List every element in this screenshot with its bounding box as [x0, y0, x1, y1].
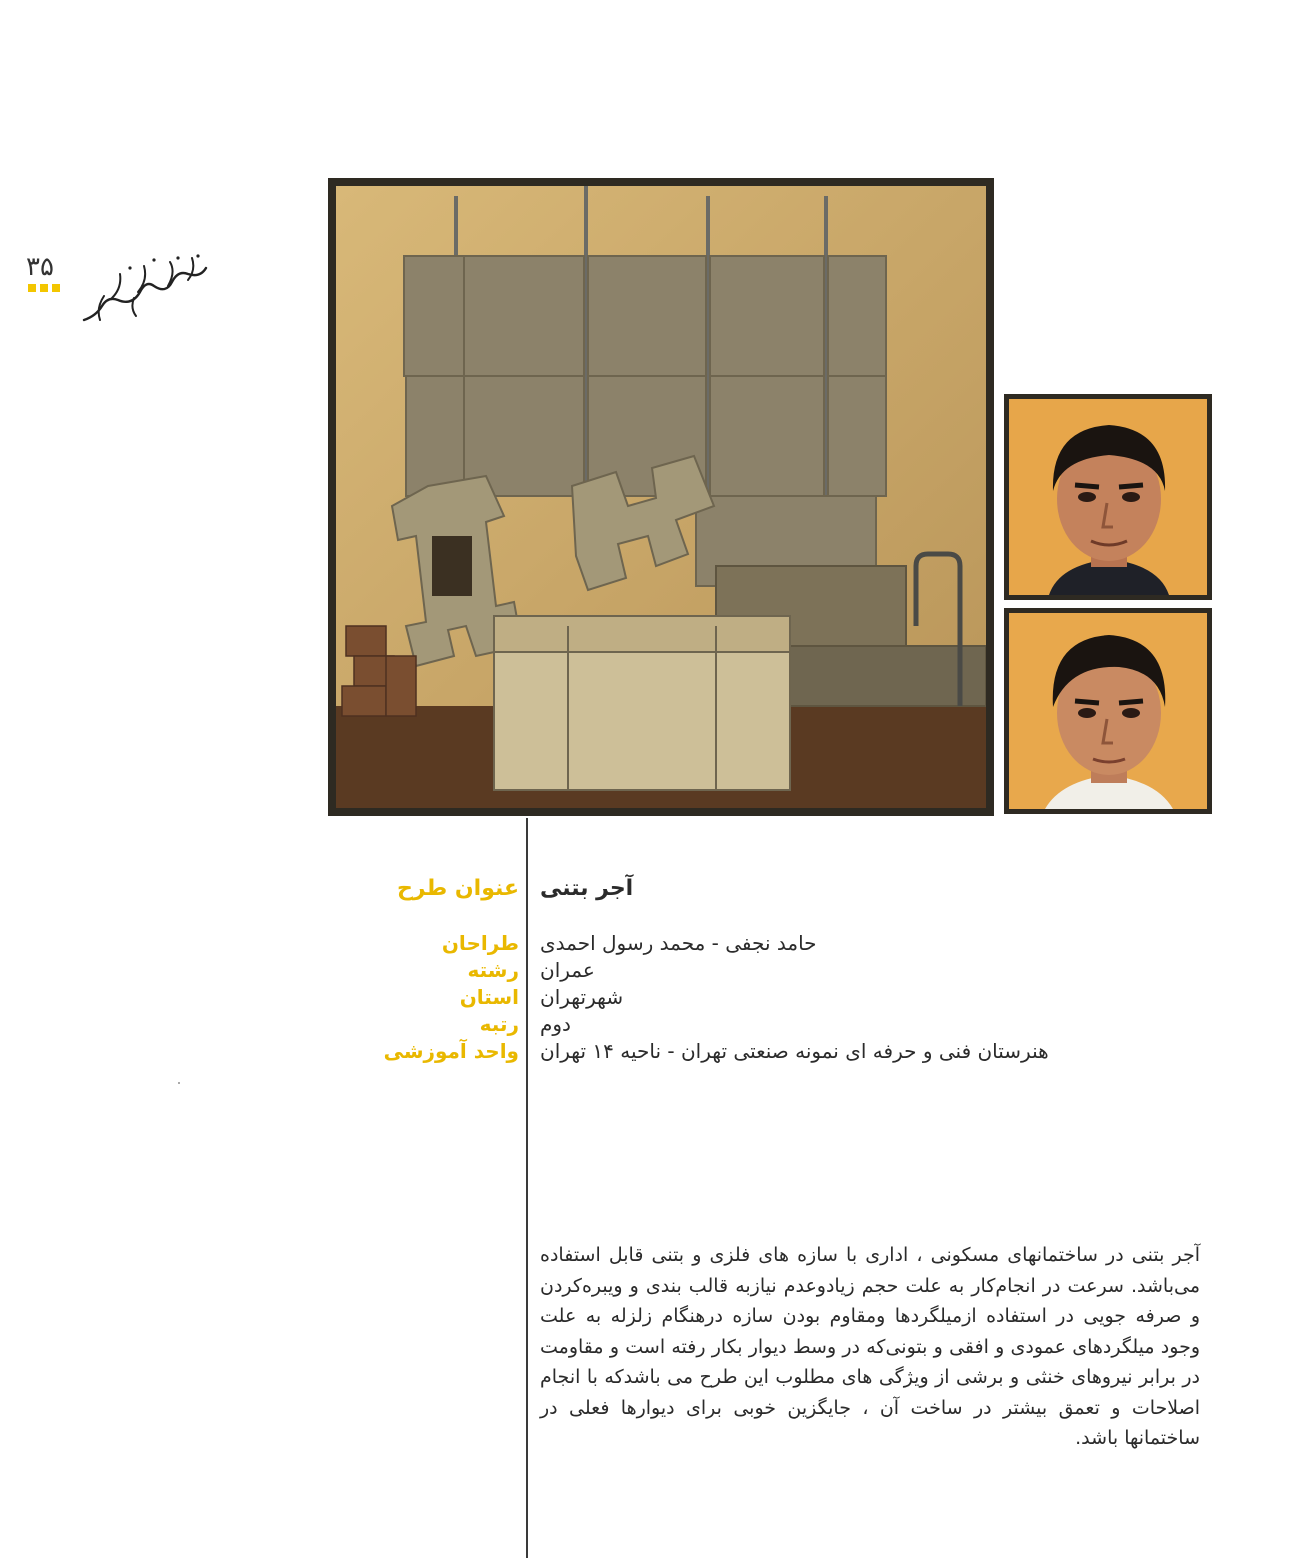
- designer-portrait-2: [1004, 608, 1212, 814]
- designers-value: حامد نجفی - محمد رسول احمدی: [540, 931, 817, 955]
- school-label: واحد آموزشی: [383, 1039, 519, 1063]
- scan-speck: [178, 1082, 180, 1084]
- rank-label: رتبه: [479, 1012, 519, 1036]
- designer-portrait-1: [1004, 394, 1212, 600]
- school-value: هنرستان فنی و حرفه ای نمونه صنعتی تهران - ناحیه ۱۴ تهران: [540, 1039, 1049, 1063]
- column-divider: [526, 818, 528, 1558]
- page-number: ۳۵: [26, 252, 54, 282]
- festival-logo-icon: [74, 248, 214, 328]
- field-labels: [259, 874, 519, 1065]
- field-values: [540, 874, 1180, 1065]
- province-label: استان: [459, 985, 519, 1009]
- rank-value: دوم: [540, 1012, 571, 1036]
- project-title: آجر بتنی: [540, 876, 634, 901]
- field-label: رشته: [467, 958, 519, 982]
- page-number-dots: [28, 284, 64, 292]
- field-value: عمران: [540, 958, 595, 982]
- province-value: شهرتهران: [540, 985, 624, 1009]
- title-label: عنوان طرح: [396, 876, 519, 901]
- designers-label: طراحان: [441, 931, 519, 955]
- project-description: آجر بتنی در ساختمانهای مسکونی ، اداری با سازه های فلزی و بتنی قابل استفاده می‌باشد. سرعت در انجام‌کار به علت حجم زیاد‌وعدم نیاز‌به قالب بندی و ویبره‌کردن و صرفه جویی در استفاده ازمیلگردها ومقاوم بودن سازه درهنگام زلزله به علت وجود میلگردهای عمودی و افقی و بتونی‌که در وسط دیوار بکار رفته است و مقاومت در برابر نیروهای خنثی و برشی از ویژگی های مطلوب این طرح می باشد‌که با انجام اصلاحات و تعمق بیشتر در ساخت آن ، جایگزین خوبی برای دیوارها فعلی در ساختمانها باشد.: [540, 1244, 1200, 1449]
- project-photo: [328, 178, 994, 816]
